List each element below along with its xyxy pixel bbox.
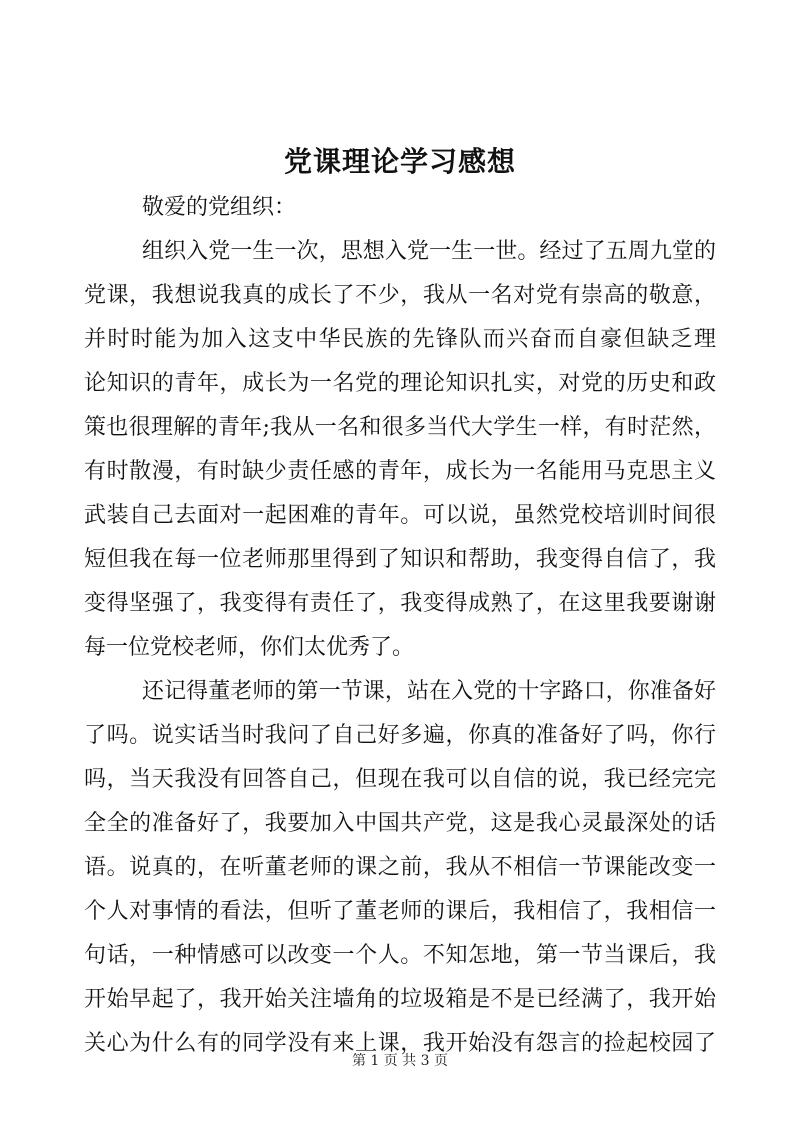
salutation: 敬爱的党组织： bbox=[142, 195, 297, 220]
paragraph-2 bbox=[84, 670, 716, 1066]
paragraph-line: 论知识的青年，成长为一名党的理论知识扎实，对党的历史和政 bbox=[84, 371, 716, 396]
paragraph-line: 策也很理解的青年;我从一名和很多当代大学生一样，有时茫然， bbox=[84, 415, 716, 440]
paragraph-line: 语。说真的，在听董老师的课之前，我从不相信一节课能改变一 bbox=[84, 855, 716, 880]
document-body bbox=[84, 186, 716, 1066]
paragraph-line: 全全的准备好了，我要加入中国共产党，这是我心灵最深处的话 bbox=[84, 811, 716, 836]
paragraph-line: 有时散漫，有时缺少责任感的青年，成长为一名能用马克思主义 bbox=[84, 459, 716, 484]
paragraph-line: 组织入党一生一次，思想入党一生一世。经过了五周九堂的 bbox=[142, 239, 716, 264]
paragraph-line: 每一位党校老师，你们太优秀了。 bbox=[84, 635, 415, 660]
paragraph-line: 个人对事情的看法，但听了董老师的课后，我相信了，我相信一 bbox=[84, 899, 716, 924]
document-title: 党课理论学习感想 bbox=[283, 145, 516, 178]
paragraph-line: 关心为什么有的同学没有来上课，我开始没有怨言的捡起校园了 bbox=[84, 1031, 716, 1056]
paragraph-line: 武装自己去面对一起困难的青年。可以说，虽然党校培训时间很 bbox=[84, 503, 716, 528]
paragraph-line: 还记得董老师的第一节课，站在入党的十字路口，你准备好 bbox=[142, 679, 716, 704]
paragraph-line: 党课，我想说我真的成长了不少，我从一名对党有崇高的敬意， bbox=[84, 283, 716, 308]
paragraph-1 bbox=[84, 230, 716, 670]
paragraph-line: 句话，一种情感可以改变一个人。不知怎地，第一节当课后，我 bbox=[84, 943, 716, 968]
paragraph-line: 了吗。说实话当时我问了自己好多遍，你真的准备好了吗，你行 bbox=[84, 723, 716, 748]
paragraph-line: 变得坚强了，我变得有责任了，我变得成熟了，在这里我要谢谢 bbox=[84, 591, 716, 616]
paragraph-line: 开始早起了，我开始关注墙角的垃圾箱是不是已经满了，我开始 bbox=[84, 987, 716, 1012]
paragraph-line: 并时时能为加入这支中华民族的先锋队而兴奋而自豪但缺乏理 bbox=[84, 327, 716, 352]
paragraph-line: 吗，当天我没有回答自己，但现在我可以自信的说，我已经完完 bbox=[84, 767, 716, 792]
paragraph-line: 短但我在每一位老师那里得到了知识和帮助，我变得自信了，我 bbox=[84, 547, 716, 572]
page-number-footer: 第 1 页 共 3 页 bbox=[351, 1053, 449, 1069]
